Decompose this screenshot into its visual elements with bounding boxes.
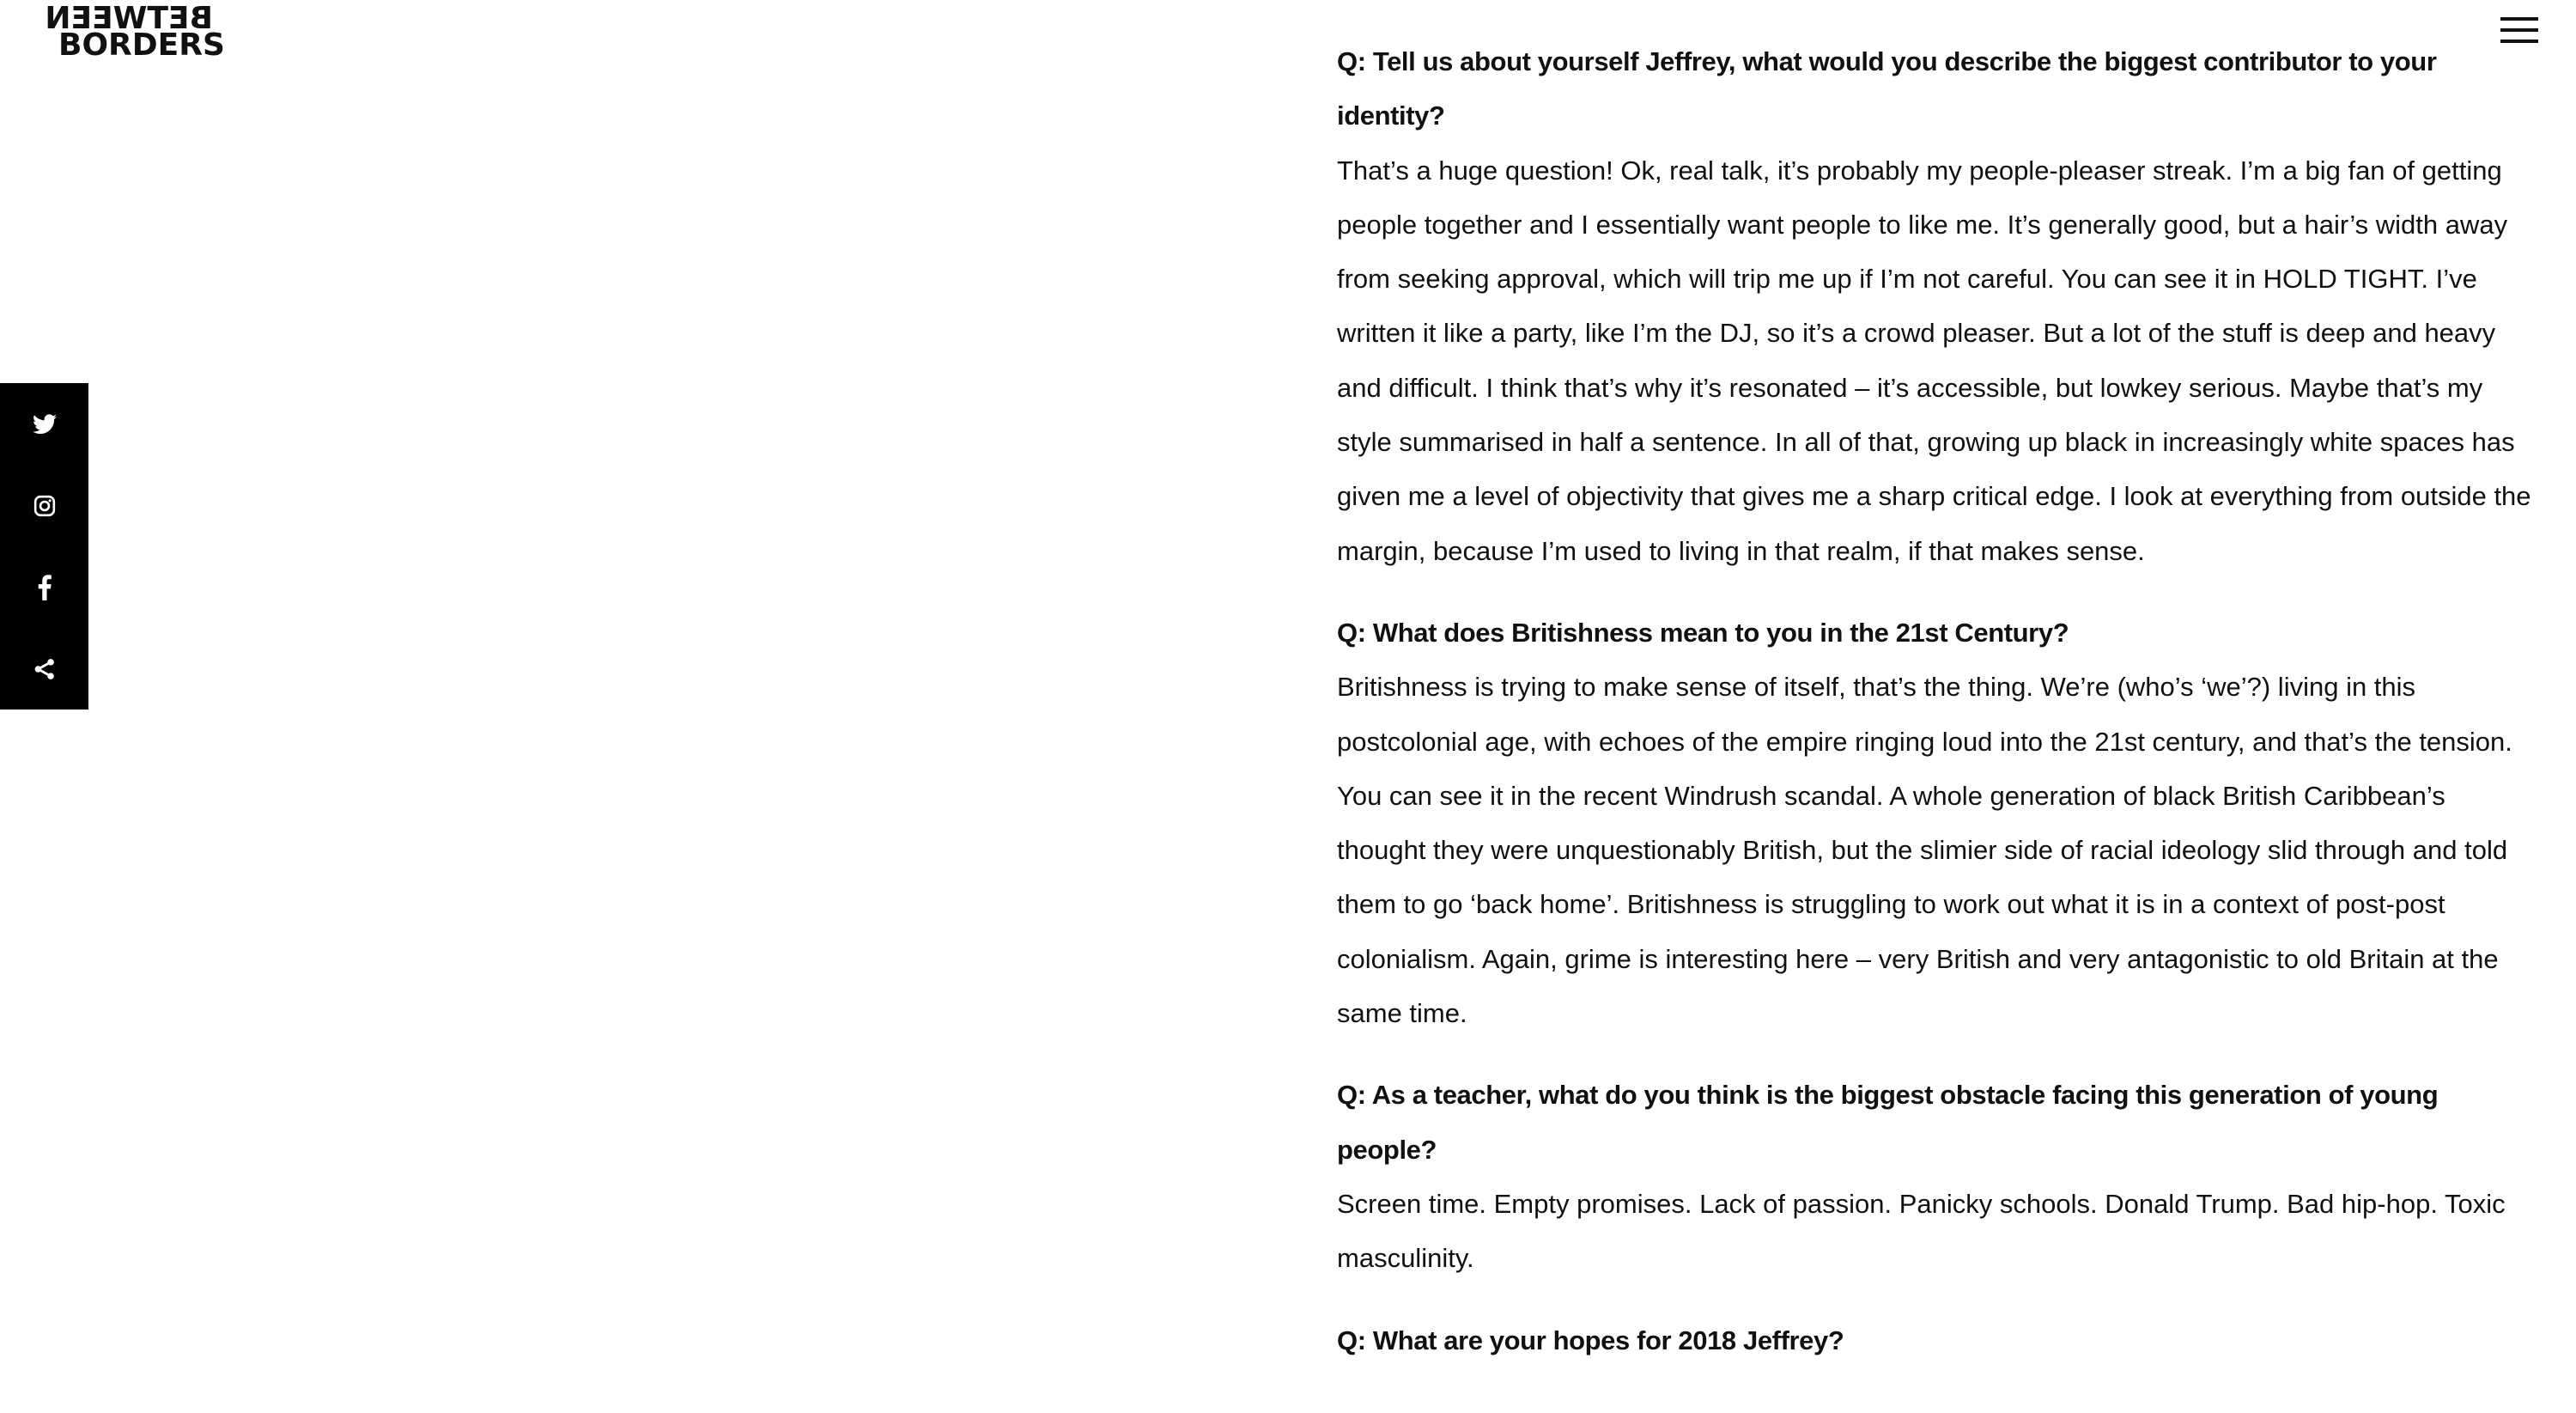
share-icon (33, 658, 56, 680)
logo-line-2: BORDERS (58, 27, 225, 63)
logo-line-1: BETWEEN (45, 1, 213, 36)
twitter-button[interactable] (0, 383, 88, 465)
answer: Screen time. Empty promises. Lack of passion. Panicky schools. Donald Trump. Bad hip-hop. Toxic masculinity. (1337, 1188, 2506, 1274)
instagram-button[interactable] (0, 465, 88, 546)
answer: That’s a huge question! Ok, real talk, it’s probably my people-pleaser streak. I’m a big fan of getting people together and I essentially want people to like me. It’s generally good, but a hair’s width away from seeking approval, which will trip me up if I’m not careful. You can see it in HOLD TIGHT. I’ve written it like a party, like I’m the DJ, so it’s a crowd pleaser. But a lot of the stuff is deep and heavy and difficult. I think that’s why it’s resonated – it’s accessible, but lowkey serious. Maybe that’s my style summarised in half a sentence. In all of that, growing up black in increasingly white spaces has given me a level of objectivity that gives me a sharp critical edge. I look at everything from outside the margin, because I’m used to living in that realm, if that makes sense. (1337, 155, 2531, 566)
social-share-bar (0, 383, 88, 710)
qa-block (1337, 606, 2535, 1040)
qa-block (1337, 34, 2535, 578)
question: Q: As a teacher, what do you think is the biggest obstacle facing this generation of young people? (1337, 1080, 2439, 1165)
answer: Britishness is trying to make sense of itself, that’s the thing. We’re (who’s ‘we’?) living in this postcolonial age, with echoes of the empire ringing loud into the 21st century, and that’s the tension. You can see it in the recent Windrush scandal. A whole generation of black British Caribbean’s thought they were unquestionably British, but the slimier side of racial ideology slid through and told them to go ‘back home’. Britishness is struggling to work out what it is in a context of post-post colonialism. Again, grime is interesting here – very British and very antagonistic to old Britain at the same time. (1337, 672, 2512, 1029)
share-button[interactable] (0, 628, 88, 710)
logo[interactable] (45, 1, 225, 63)
menu-bar (2500, 17, 2538, 21)
question: Q: Tell us about yourself Jeffrey, what would you describe the biggest contributor to your identity? (1337, 46, 2437, 131)
facebook-button[interactable] (0, 546, 88, 628)
qa-block (1337, 1313, 2535, 1367)
question: Q: What are your hopes for 2018 Jeffrey? (1337, 1325, 1844, 1355)
menu-bar (2500, 28, 2538, 32)
twitter-icon (33, 414, 57, 435)
facebook-icon (38, 575, 52, 600)
instagram-icon (33, 495, 56, 517)
qa-block (1337, 1068, 2535, 1285)
article-body (1337, 34, 2535, 1395)
question: Q: What does Britishness mean to you in the 21st Century? (1337, 617, 2069, 648)
